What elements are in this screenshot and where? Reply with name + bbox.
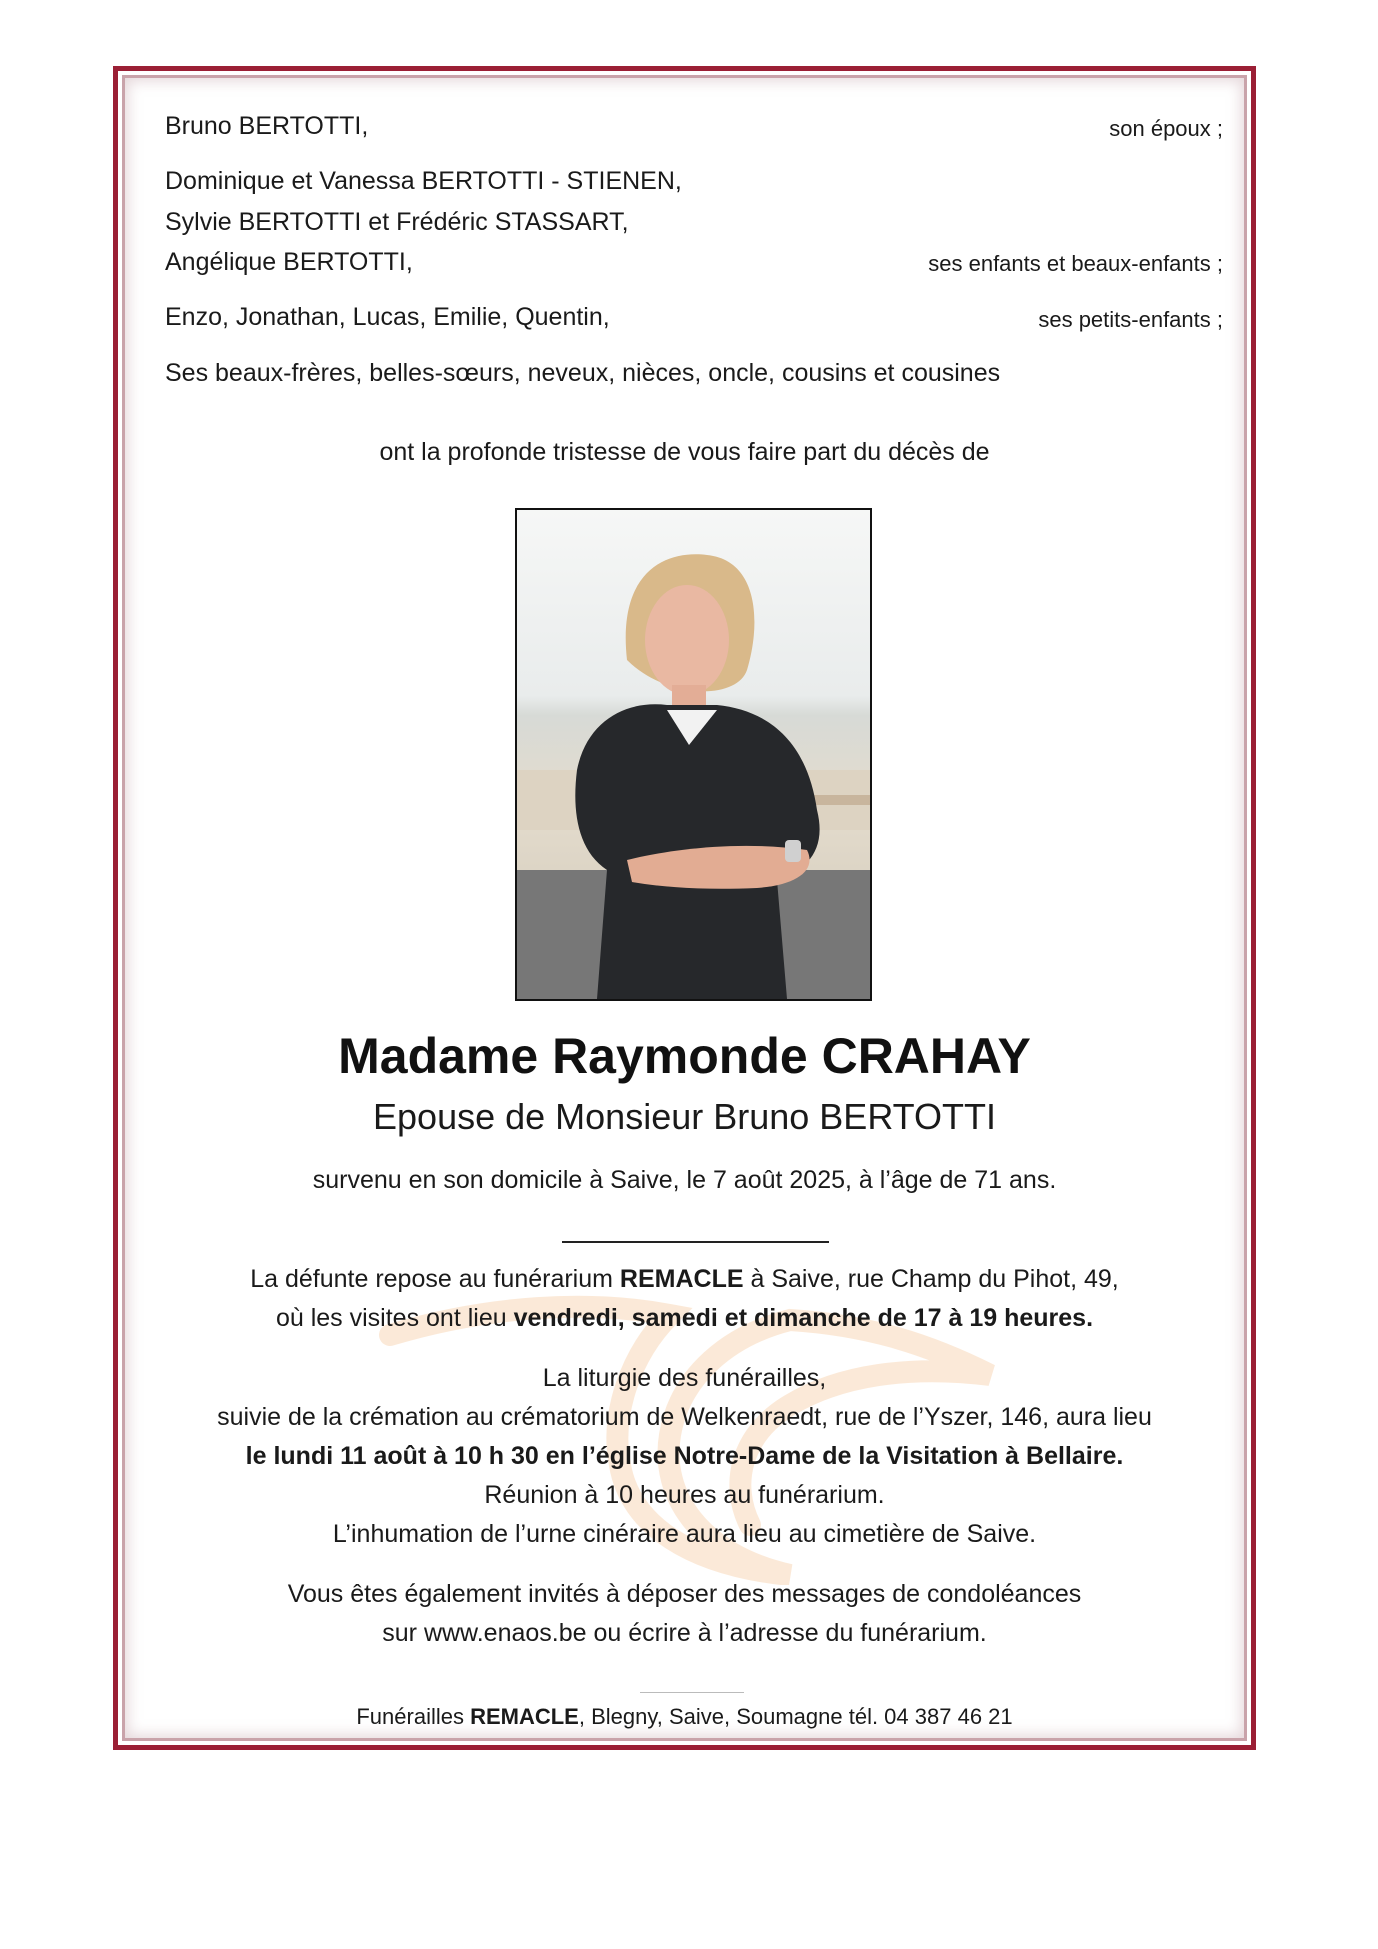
- visit-line-2-bold: vendredi, samedi et dimanche de 17 à 19 heures.: [513, 1304, 1094, 1332]
- family-row-husband: Bruno BERTOTTI,: [165, 112, 369, 140]
- ceremony-line-5: L’inhumation de l’urne cinéraire aura lieu au cimetière de Saive.: [332, 1520, 1037, 1548]
- visit-line-1-post: à Saive, rue Champ du Pihot, 49,: [743, 1265, 1119, 1293]
- ceremony-line-2: suivie de la crémation au crématorium de Welkenraedt, rue de l’Yszer, 146, aura lieu: [217, 1403, 1152, 1431]
- relation-children: ses enfants et beaux-enfants ;: [928, 251, 1223, 276]
- ceremony-line-4: Réunion à 10 heures au funérarium.: [484, 1481, 885, 1509]
- footer-pre: Funérailles: [356, 1704, 471, 1729]
- visit-line-2: [113, 1303, 1256, 1333]
- family-row-child-2: Sylvie BERTOTTI et Frédéric STASSART,: [165, 208, 629, 236]
- spouse-line: Epouse de Monsieur Bruno BERTOTTI: [373, 1096, 996, 1137]
- visit-line-2-pre: où les visites ont lieu: [275, 1304, 514, 1332]
- portrait-photo: [515, 508, 872, 1001]
- family-row-grandchildren: Enzo, Jonathan, Lucas, Emilie, Quentin,: [165, 303, 610, 331]
- family-row-child-1: Dominique et Vanessa BERTOTTI - STIENEN,: [165, 167, 682, 195]
- visit-line-1-bold: REMACLE: [619, 1265, 744, 1293]
- announcement-text: ont la profonde tristesse de vous faire part du décès de: [379, 438, 990, 466]
- footer-post: , Blegny, Saive, Soumagne tél. 04 387 46 21: [578, 1704, 1013, 1729]
- visit-line-1-pre: La défunte repose au funérarium: [250, 1265, 620, 1293]
- ceremony-line-1: La liturgie des funérailles,: [542, 1364, 827, 1392]
- ceremony-line-3: [113, 1441, 1256, 1471]
- family-row-extended: Ses beaux-frères, belles-sœurs, neveux, nièces, oncle, cousins et cousines: [165, 359, 1001, 387]
- footer-separator: [640, 1692, 744, 1693]
- relation-husband: son époux ;: [1109, 116, 1223, 141]
- condolences-line-1: Vous êtes également invités à déposer des messages de condoléances: [287, 1580, 1082, 1608]
- deceased-name: Madame Raymonde CRAHAY: [338, 1028, 1031, 1084]
- death-details: survenu en son domicile à Saive, le 7 août 2025, à l’âge de 71 ans.: [312, 1166, 1057, 1194]
- family-row-child-3: Angélique BERTOTTI,: [165, 248, 413, 276]
- visit-line-1: [113, 1264, 1256, 1294]
- relation-grandchildren: ses petits-enfants ;: [1038, 307, 1223, 332]
- footer-line: [113, 1702, 1256, 1732]
- footer-bold: REMACLE: [470, 1704, 579, 1729]
- condolences-line-2: sur www.enaos.be ou écrire à l’adresse du funérarium.: [382, 1619, 987, 1647]
- separator-line: [562, 1241, 829, 1243]
- ceremony-line-3-bold: le lundi 11 août à 10 h 30 en l’église Notre-Dame de la Visitation à Bellaire.: [245, 1442, 1124, 1470]
